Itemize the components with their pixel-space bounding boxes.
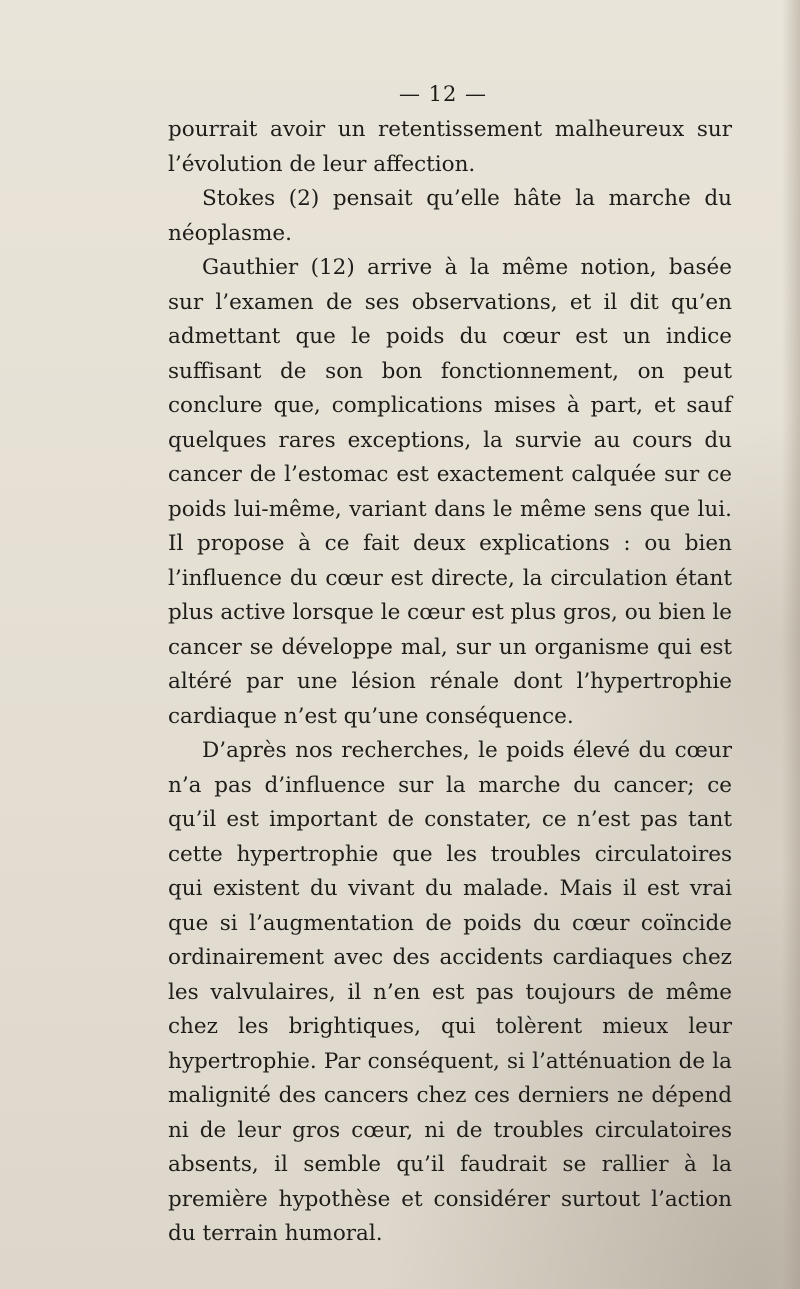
paragraph-recherches: D’après nos recherches, le poids élevé du cœur n’a pas d’influence sur la marche du cancer; ce qu’il est important de constater, ce n’est pas tant cette hypertrophie que les troubles circulatoires qui existent du vivant du malade. Mais il est vrai que si l’augmentation de poids du cœur coïncide ordinairement avec des accidents cardiaques chez les valvulaires, il n’en est pas toujours de même chez les brightiques, qui tolèrent mieux leur hypertrophie. Par conséquent, si l’atténuation de la malignité des cancers chez ces derniers ne dépend ni de leur gros cœur, ni de troubles circulatoires absents, il semble qu’il faudrait se rallier à la première hypothèse et considérer surtout l’action du terrain humoral. [168, 738, 732, 1246]
body-text [168, 113, 732, 1252]
page-edge-shadow [782, 0, 800, 1289]
paragraph-stokes: Stokes (2) pensait qu’elle hâte la marche du néoplasme. [168, 186, 732, 246]
paragraph-continuation: pourrait avoir un retentissement malheureux sur l’évolution de leur affection. [168, 117, 732, 177]
page-number: — 12 — [398, 82, 488, 106]
paragraph-gauthier: Gauthier (12) arrive à la même notion, basée sur l’examen de ses observations, et il dit qu’en admettant que le poids du cœur est un indice suffisant de son bon fonctionnement, on peut conclure que, complications mises à part, et sauf quelques rares exceptions, la survie au cours du cancer de l’estomac est exactement calquée sur ce poids lui-même, variant dans le même sens que lui. Il propose à ce fait deux explications : ou bien l’influence du cœur est directe, la circulation étant plus active lorsque le cœur est plus gros, ou bien le cancer se développe mal, sur un organisme qui est altéré par une lésion rénale dont l’hypertrophie cardiaque n’est qu’une conséquence. [168, 255, 732, 729]
